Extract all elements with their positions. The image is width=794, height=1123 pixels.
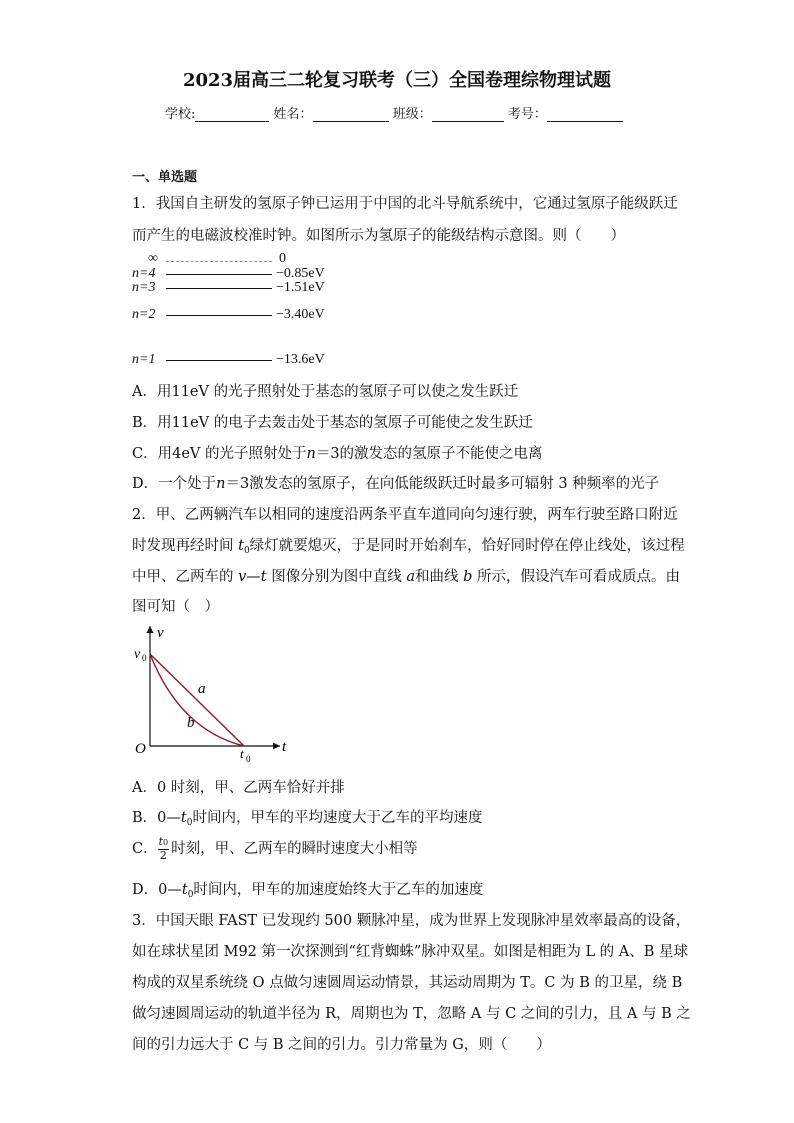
level-2-energy: −3.40eV bbox=[276, 307, 325, 322]
level-1-energy: −13.6eV bbox=[276, 352, 325, 367]
level-1-line bbox=[166, 360, 272, 361]
q3-stem-line5: 间的引力远大于 C 与 B 之间的引力。引力常量为 G，则（ ） bbox=[132, 1037, 551, 1053]
name-label: 姓名： bbox=[273, 107, 313, 122]
fraction-t0-over-2: $\frac{t0}{2}$ bbox=[158, 835, 169, 862]
q3-stem-line3: 构成的双星系统绕 O 点做匀速圆周运动情景，其运动周期为 T。C 为 B 的卫星，绕 B bbox=[132, 975, 683, 991]
level-3-line bbox=[166, 288, 272, 289]
origin-label: O bbox=[135, 741, 146, 757]
q3-stem-line1: 3．中国天眼 FAST 已发现约 500 颗脉冲星，成为世界上发现脉冲星效率最高的设备， bbox=[132, 913, 691, 929]
level-3-energy: −1.51eV bbox=[276, 280, 325, 295]
q2-stem-line4: 图可知（ ） bbox=[132, 599, 219, 615]
exam-no-label: 考号： bbox=[507, 107, 547, 122]
q2-option-d: D．$0—t_0$时间内，甲车的加速度始终大于乙车的加速度 bbox=[132, 882, 484, 900]
q2-option-a: A．0 时刻，甲、乙两车恰好并排 bbox=[132, 780, 345, 796]
v0-subscript: 0 bbox=[142, 653, 147, 663]
q1-option-a: A．用11eV 的光子照射处于基态的氢原子可以使之发生跃迁 bbox=[132, 384, 519, 400]
section-heading: 一、单选题 bbox=[132, 170, 198, 185]
level-3-label: n=3 bbox=[132, 280, 156, 295]
level-2-label: n=2 bbox=[132, 307, 156, 322]
t-axis-label: t bbox=[282, 739, 287, 755]
label-a: a bbox=[198, 681, 206, 697]
level-2-line bbox=[166, 315, 272, 316]
level-4-label: n=4 bbox=[132, 266, 156, 281]
q2-option-b: B．$0—t_0$时间内，甲车的平均速度大于乙车的平均速度 bbox=[132, 810, 483, 828]
q2-option-c: C． $\frac{t0}{2}$ 时刻，甲、乙两车的瞬时速度大小相等 bbox=[132, 835, 418, 862]
q1-stem-line2: 而产生的电磁波校准时钟。如图所示为氢原子的能级结构示意图。则（ ） bbox=[132, 228, 625, 244]
v-axis-label: v bbox=[157, 625, 164, 641]
line-a bbox=[150, 654, 244, 746]
level-inf-label: ∞ bbox=[148, 251, 158, 266]
q1-option-c: C．用4eV 的光子照射处于n＝3的激发态的氢原子不能使之电离 bbox=[132, 446, 543, 462]
level-inf-line bbox=[166, 261, 272, 262]
q1-option-d: D．一个处于n＝3激发态的氢原子，在向低能级跃迁时最多可辐射 3 种频率的光子 bbox=[132, 476, 660, 492]
q2-stem-line1: 2．甲、乙两辆汽车以相同的速度沿两条平直车道同向匀速行驶，两车行驶至路口附近 bbox=[132, 507, 678, 523]
school-label: 学校: bbox=[165, 107, 196, 122]
vt-graph bbox=[130, 620, 300, 770]
q1-stem-line1: 1．我国自主研发的氢原子钟已运用于中国的北斗导航系统中，它通过氢原子能级跃迁 bbox=[132, 196, 678, 212]
label-b: b bbox=[187, 715, 195, 731]
class-label: 班级： bbox=[392, 107, 432, 122]
q1-option-b: B．用11eV 的电子去轰击处于基态的氢原子可能使之发生跃迁 bbox=[132, 415, 533, 431]
student-info-line bbox=[165, 103, 623, 122]
level-1-label: n=1 bbox=[132, 352, 156, 367]
level-4-energy: −0.85eV bbox=[276, 266, 325, 281]
q2-stem-line3: 中甲、乙两车的 v—t 图像分别为图中直线 a和曲线 b 所示，假设汽车可看成质点。由 bbox=[132, 569, 681, 585]
page-title: 2023届高三二轮复习联考（三）全国卷理综物理试题 bbox=[182, 70, 612, 91]
level-4-line bbox=[166, 274, 272, 275]
q2-stem-line2: 时发现再经时间 $t_0$绿灯就要熄灭，于是同时开始刹车，恰好同时停在停止线处，该过程 bbox=[132, 538, 685, 556]
exam-no-blank bbox=[547, 108, 623, 122]
school-blank bbox=[195, 108, 269, 122]
q3-stem-line2: 如在球状星团 M92 第一次探测到“红背蜘蛛”脉冲双星。如图是相距为 L 的 A、B 星球 bbox=[132, 944, 689, 960]
v0-label: v bbox=[134, 647, 141, 662]
t0-subscript: 0 bbox=[246, 754, 251, 764]
t0-label: t bbox=[240, 746, 244, 761]
level-inf-value: 0 bbox=[279, 251, 286, 266]
q3-stem-line4: 做匀速圆周运动的轨道半径为 R，周期也为 T，忽略 A 与 C 之间的引力，且 A 与 B 之 bbox=[132, 1006, 691, 1022]
name-blank bbox=[313, 108, 389, 122]
class-blank bbox=[432, 108, 504, 122]
